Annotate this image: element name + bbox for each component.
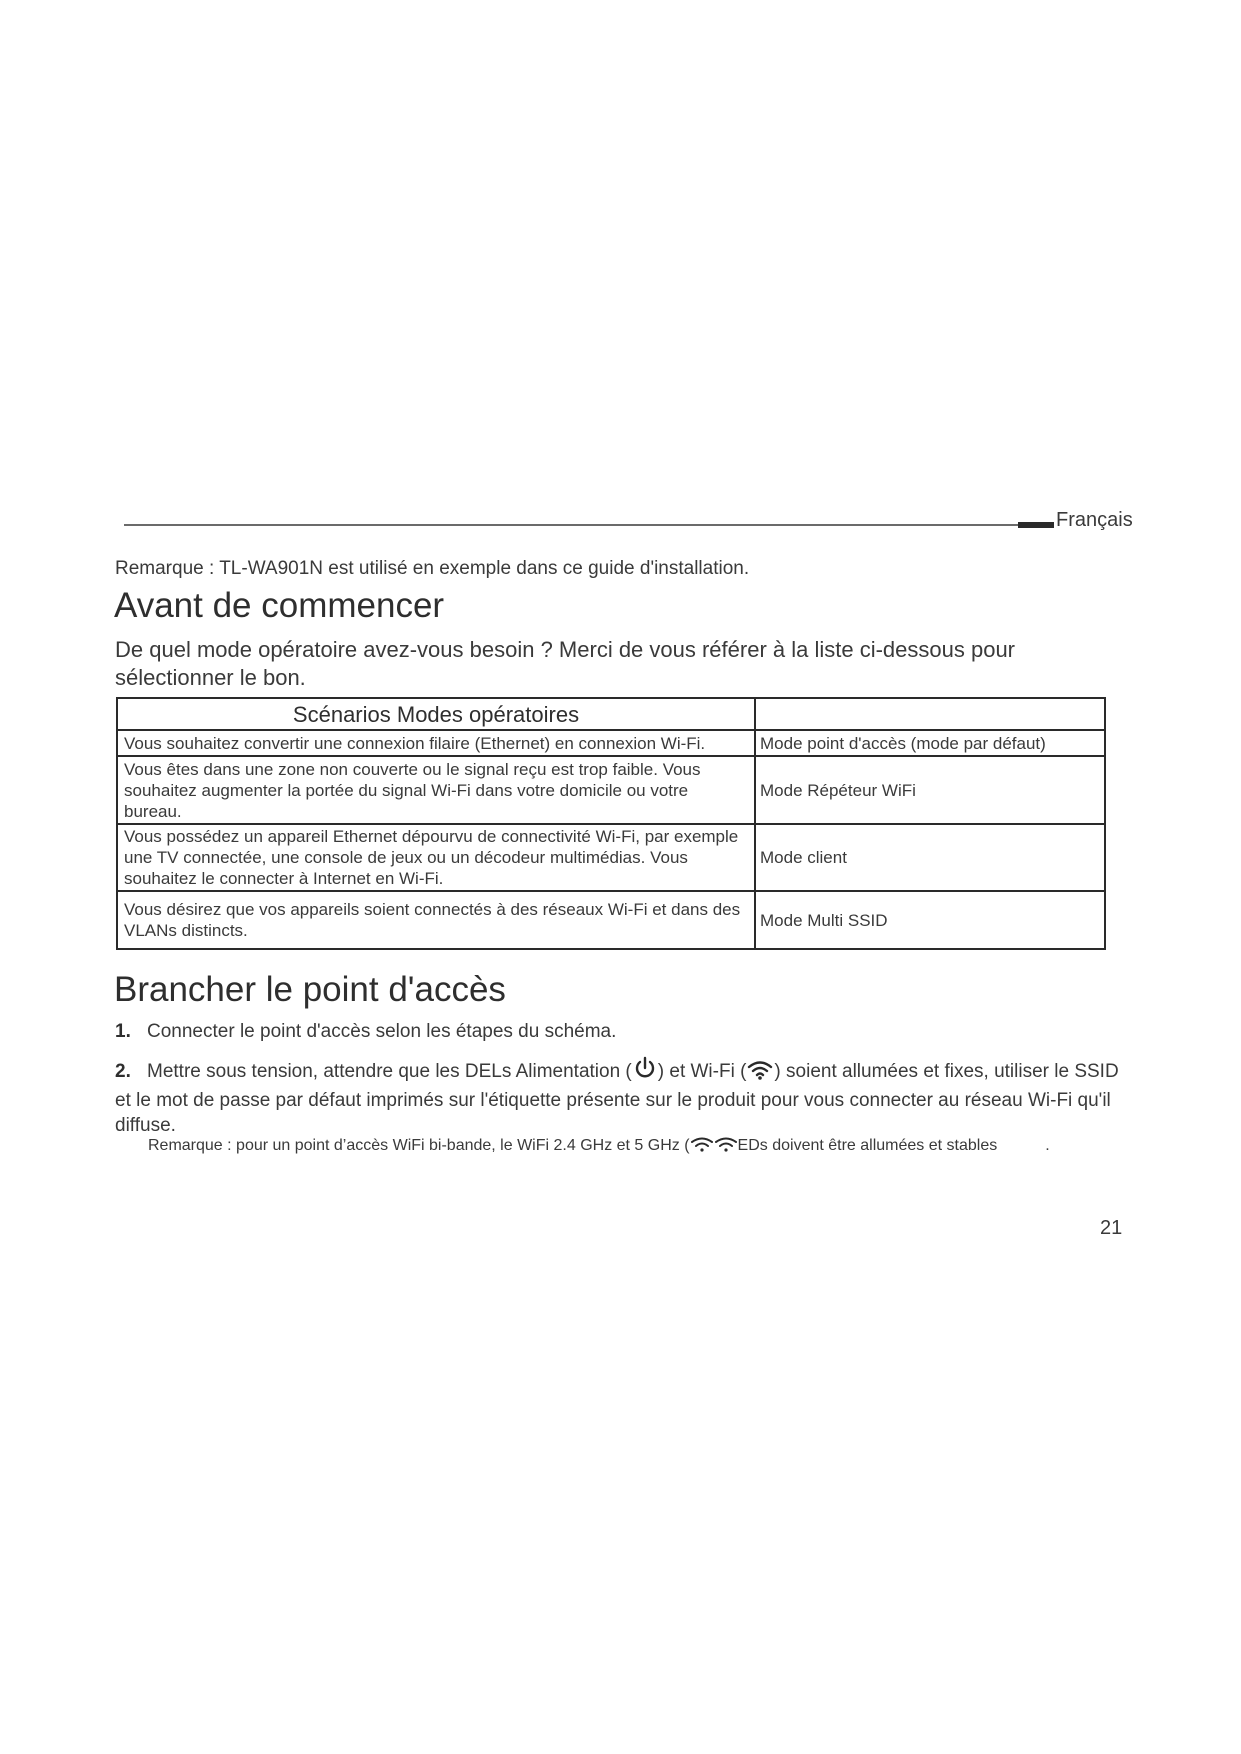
section-title-before-start: Avant de commencer bbox=[114, 586, 445, 625]
scenario-cell: Vous désirez que vos appareils soient connectés à des réseaux Wi-Fi et dans des VLANs distincts. bbox=[117, 891, 755, 949]
step-text: Connecter le point d'accès selon les étapes du schéma. bbox=[147, 1021, 617, 1042]
remark-note: Remarque : TL-WA901N est utilisé en exemple dans ce guide d'installation. bbox=[115, 558, 750, 579]
step-number: 1. bbox=[115, 1021, 131, 1042]
language-label: Français bbox=[1056, 509, 1133, 531]
step-number: 2. bbox=[115, 1061, 131, 1082]
header-rule bbox=[124, 524, 1020, 526]
note-text-a: Remarque : pour un point d’accès WiFi bi-bande, le WiFi 2.4 GHz et 5 GHz ( bbox=[148, 1137, 690, 1154]
dual-band-note bbox=[148, 1136, 1050, 1159]
mode-cell: Mode Répéteur WiFi bbox=[755, 756, 1105, 824]
section-intro: De quel mode opératoire avez-vous besoin ? Merci de vous référer à la liste ci-dessous pour sélectionner le bon. bbox=[115, 637, 1016, 690]
wifi-icon bbox=[746, 1059, 774, 1088]
table-row bbox=[117, 756, 1105, 824]
table-header-empty bbox=[755, 698, 1105, 730]
scenario-cell: Vous êtes dans une zone non couverte ou le signal reçu est trop faible. Vous souhaitez augmenter la portée du signal Wi-Fi dans votre domicile ou votre bureau. bbox=[117, 756, 755, 824]
scenario-cell: Vous souhaitez convertir une connexion filaire (Ethernet) en connexion Wi-Fi. bbox=[117, 730, 755, 756]
table-row bbox=[117, 824, 1105, 891]
table-row bbox=[117, 730, 1105, 756]
page-number: 21 bbox=[1100, 1217, 1123, 1239]
section-title-connect: Brancher le point d'accès bbox=[114, 970, 506, 1009]
table-header-scenarios: Scénarios Modes opératoires bbox=[117, 698, 755, 730]
note-text-c: . bbox=[1045, 1137, 1050, 1154]
wifi-2g-icon bbox=[690, 1136, 714, 1159]
table-row bbox=[117, 891, 1105, 949]
note-text-b: EDs doivent être allumées et stables bbox=[737, 1137, 998, 1154]
step-text-b: ) et Wi-Fi ( bbox=[657, 1061, 747, 1082]
header-rule-accent bbox=[1018, 522, 1054, 528]
scenario-cell: Vous possédez un appareil Ethernet dépourvu de connectivité Wi-Fi, par exemple une TV connectée, une console de jeux ou un décodeur multimédias. Vous souhaitez le connecter à Internet en Wi-Fi. bbox=[117, 824, 755, 891]
mode-cell: Mode Multi SSID bbox=[755, 891, 1105, 949]
wifi-5g-icon bbox=[714, 1136, 738, 1159]
step-2 bbox=[115, 1055, 1125, 1138]
step-text-a: Mettre sous tension, attendre que les DELs Alimentation ( bbox=[147, 1061, 632, 1082]
operating-modes-table bbox=[116, 697, 1106, 950]
table-header-row bbox=[117, 698, 1105, 730]
power-icon bbox=[632, 1055, 658, 1088]
step-1 bbox=[115, 1019, 1125, 1044]
step-text-c: ) soient allumées et fixes, utiliser le SSID et le mot de passe par défaut imprimés sur l'étiquette présente sur le produit pour vous connecter au réseau Wi-Fi qu'il diffuse. bbox=[115, 1061, 1119, 1136]
mode-cell: Mode point d'accès (mode par défaut) bbox=[755, 730, 1105, 756]
mode-cell: Mode client bbox=[755, 824, 1105, 891]
